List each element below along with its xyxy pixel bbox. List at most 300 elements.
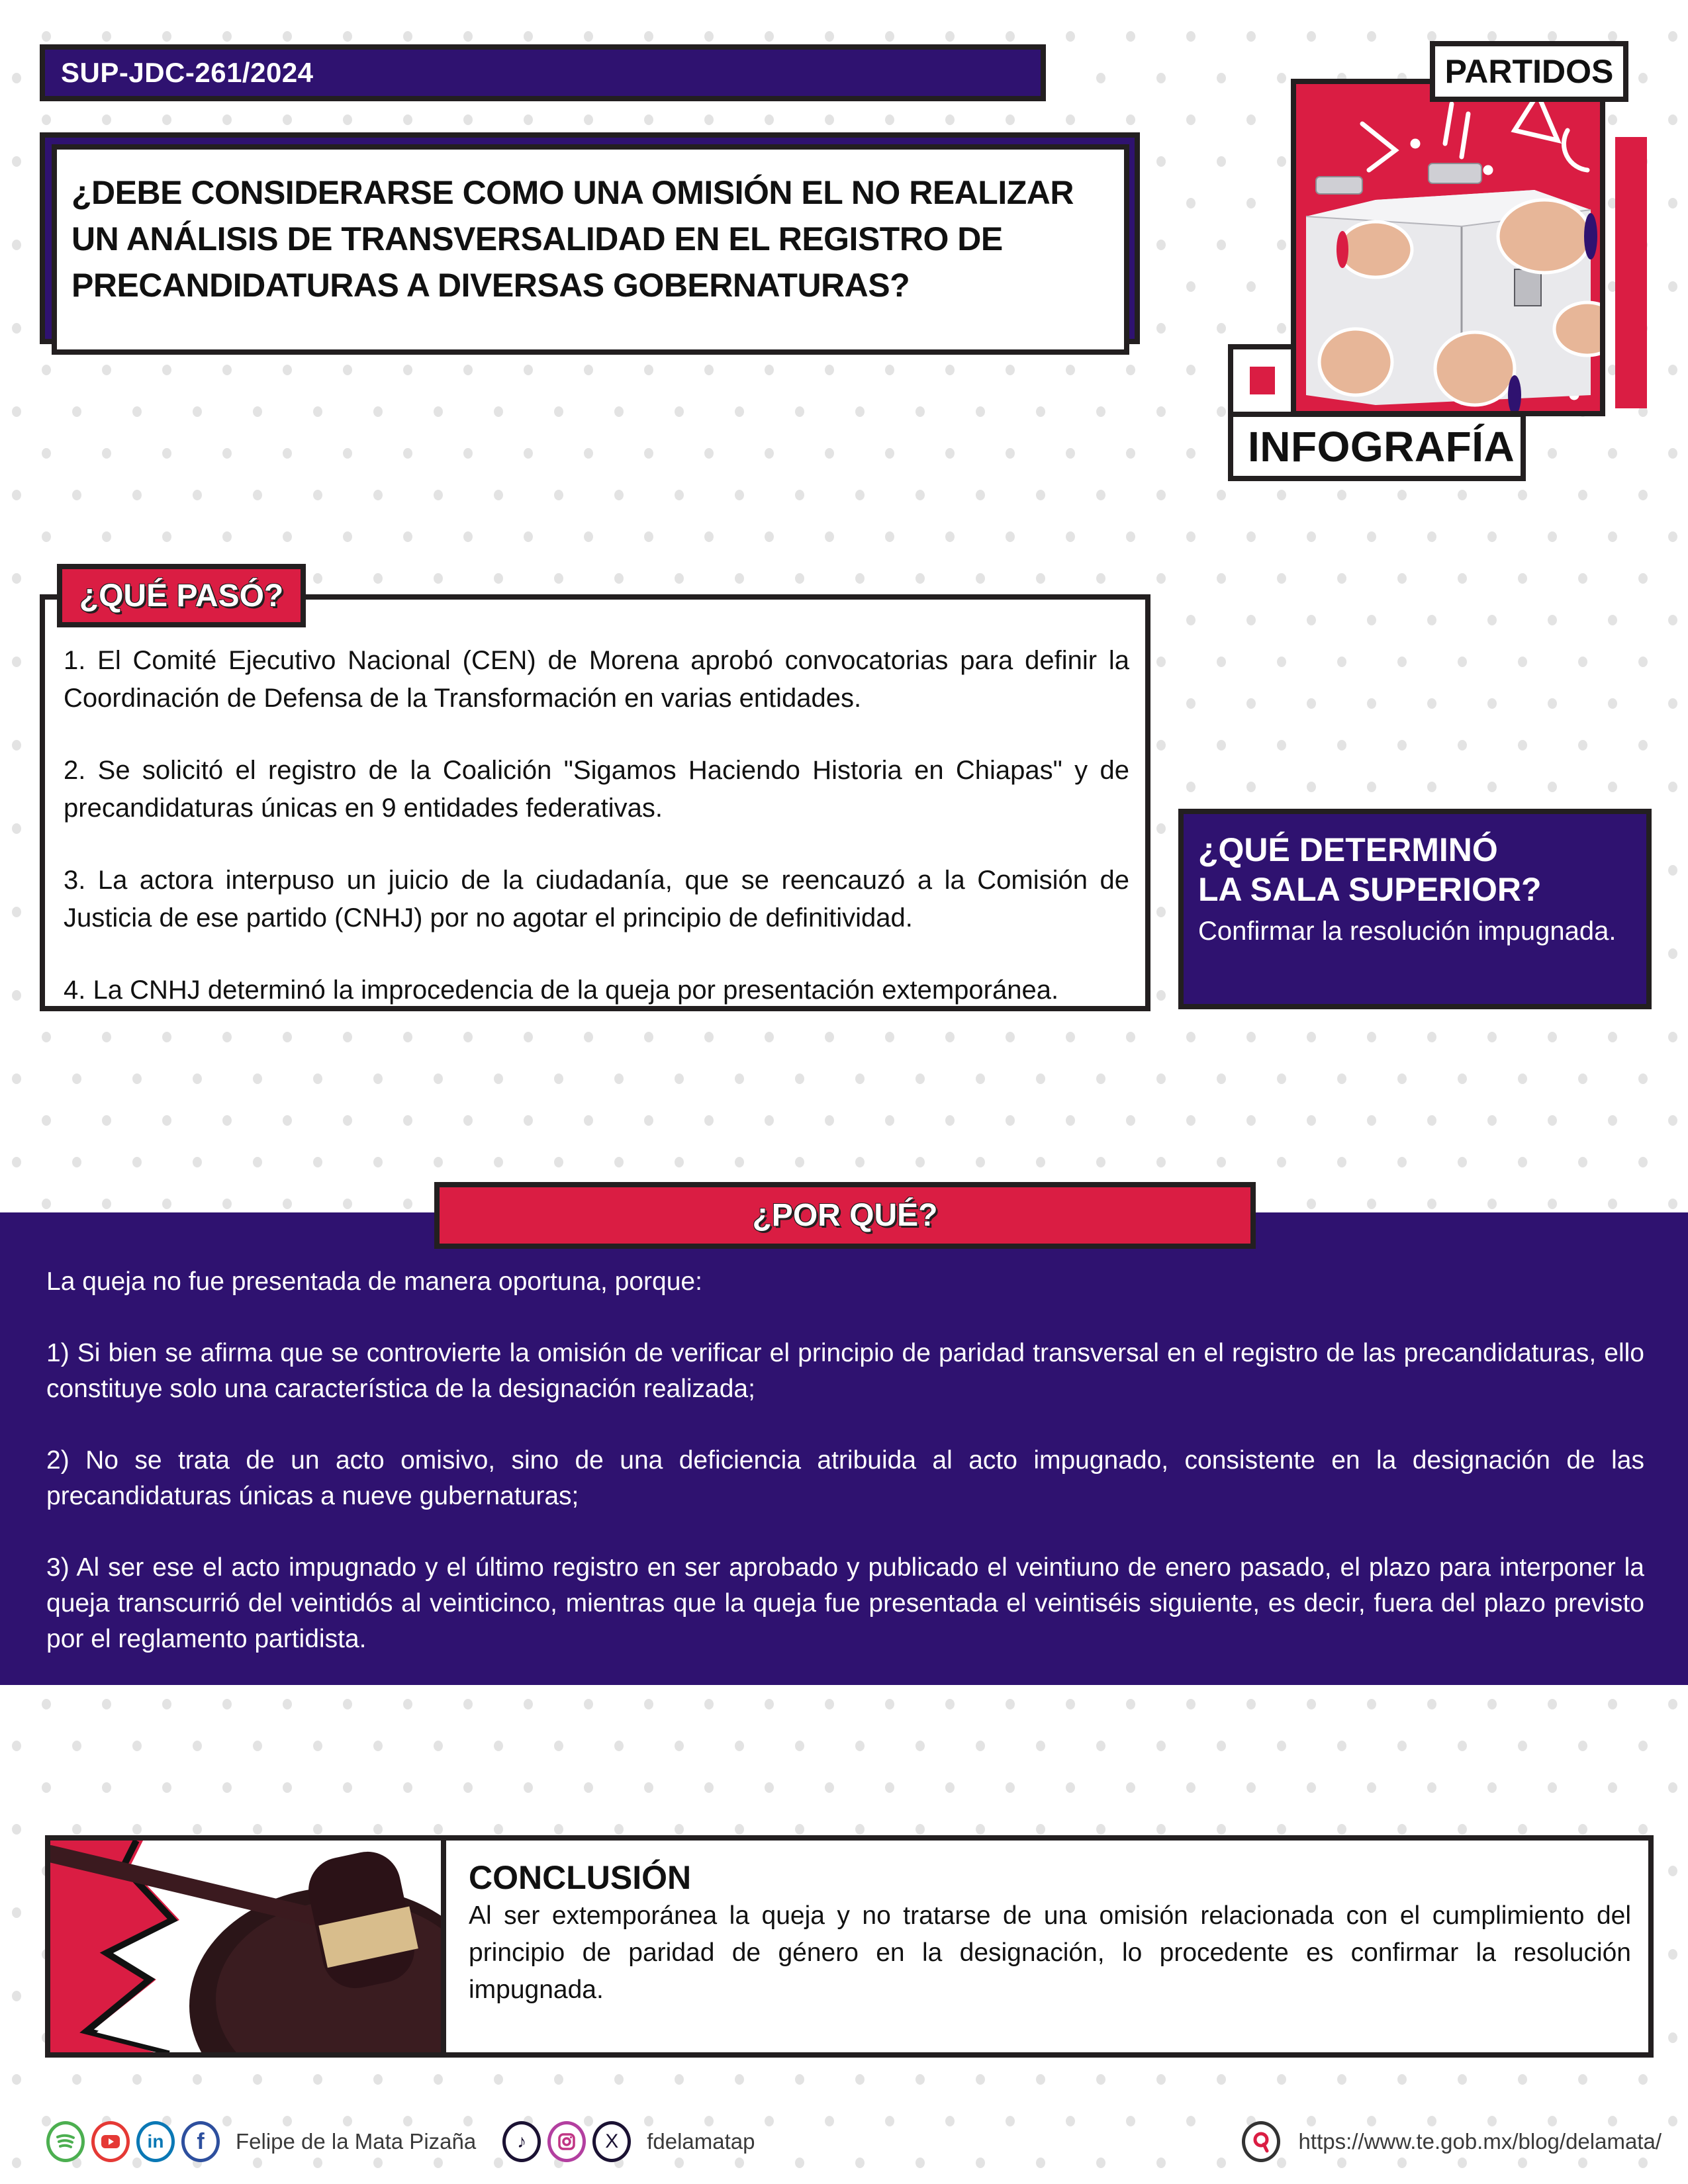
background-dot: [1487, 615, 1497, 625]
background-dot: [1307, 1782, 1316, 1793]
background-dot: [1367, 1032, 1376, 1042]
background-dot: [253, 406, 262, 417]
background-dot: [102, 1115, 111, 1126]
background-dot: [1548, 31, 1557, 42]
background-dot: [72, 1741, 81, 1751]
background-dot: [403, 1699, 412, 1709]
background-dot: [1668, 281, 1677, 292]
background-dot: [855, 490, 865, 500]
background-dot: [343, 1032, 352, 1042]
background-dot: [1548, 1115, 1557, 1126]
background-dot: [524, 114, 533, 125]
background-dot: [976, 490, 985, 500]
background-dot: [162, 365, 171, 375]
background-dot: [1367, 1699, 1376, 1709]
background-dot: [644, 531, 653, 542]
background-dot: [1277, 657, 1286, 667]
background-dot: [885, 365, 894, 375]
background-dot: [283, 365, 292, 375]
background-dot: [614, 2074, 624, 2085]
background-dot: [162, 1199, 171, 1209]
x-icon[interactable]: X: [592, 2121, 631, 2162]
background-dot: [1367, 782, 1376, 792]
background-dot: [1066, 531, 1075, 542]
background-dot: [434, 490, 443, 500]
background-dot: [1638, 2074, 1648, 2085]
background-dot: [735, 406, 744, 417]
background-dot: [12, 740, 21, 751]
background-dot: [675, 1741, 684, 1751]
background-dot: [976, 1073, 985, 1084]
gavel-illustration: [50, 1841, 441, 2052]
background-dot: [373, 2074, 383, 2085]
background-dot: [614, 1741, 624, 1751]
background-dot: [704, 1782, 714, 1793]
search-icon[interactable]: [1242, 2121, 1280, 2162]
background-dot: [1006, 531, 1015, 542]
background-dot: [1217, 573, 1226, 584]
linkedin-icon[interactable]: in: [136, 2121, 175, 2162]
background-dot: [524, 448, 533, 459]
background-dot: [584, 1699, 593, 1709]
background-dot: [1066, 1699, 1075, 1709]
background-dot: [1397, 1073, 1407, 1084]
background-dot: [976, 1157, 985, 1167]
por-que-heading-tag: [434, 1182, 1256, 1249]
por-que-reason: 3) Al ser ese el acto impugnado y el último registro en ser aprobado y publicado el veintiuno de enero pasado, el plazo para interponer la queja transcurrió del veintidós al veinticinco, mientras que la queja fue presentada el veintiséis siguiente, es decir, fuera del plazo previsto por el reglamento partidista.: [46, 1553, 1644, 1653]
footer-handle[interactable]: fdelamatap: [647, 2129, 755, 2154]
background-dot: [675, 1824, 684, 1835]
background-dot: [1006, 114, 1015, 125]
background-dot: [945, 1782, 955, 1793]
background-dot: [1668, 1949, 1677, 1960]
background-dot: [1246, 531, 1256, 542]
background-dot: [102, 1699, 111, 1709]
background-dot: [915, 490, 925, 500]
background-dot: [1217, 73, 1226, 83]
background-dot: [12, 1073, 21, 1084]
background-dot: [1608, 1032, 1617, 1042]
background-dot: [885, 114, 894, 125]
background-dot: [584, 448, 593, 459]
background-dot: [403, 31, 412, 42]
conclusion-section: [45, 1835, 1654, 2058]
que-paso-item: 4. La CNHJ determinó la improcedencia de la queja por presentación extemporánea.: [64, 976, 1059, 1005]
background-dot: [1337, 2074, 1346, 2085]
background-dot: [825, 1699, 834, 1709]
background-dot: [614, 1073, 624, 1084]
background-dot: [1487, 1115, 1497, 1126]
background-dot: [102, 531, 111, 542]
background-dot: [1277, 2074, 1286, 2085]
background-dot: [1487, 1032, 1497, 1042]
background-dot: [584, 114, 593, 125]
instagram-icon[interactable]: [547, 2121, 586, 2162]
background-dot: [1006, 1032, 1015, 1042]
background-dot: [343, 31, 352, 42]
background-dot: [795, 1073, 804, 1084]
background-dot: [12, 2074, 21, 2085]
background-dot: [373, 1073, 383, 1084]
background-dot: [855, 1157, 865, 1167]
background-dot: [463, 114, 473, 125]
background-dot: [1668, 365, 1677, 375]
background-dot: [1668, 948, 1677, 959]
background-dot: [1126, 1699, 1135, 1709]
background-dot: [765, 448, 774, 459]
background-dot: [1066, 1032, 1075, 1042]
background-dot: [1367, 1782, 1376, 1793]
background-dot: [1277, 1157, 1286, 1167]
background-dot: [554, 406, 563, 417]
background-dot: [1036, 1073, 1045, 1084]
background-dot: [42, 365, 51, 375]
background-dot: [1638, 1824, 1648, 1835]
background-dot: [554, 1824, 563, 1835]
background-dot: [222, 31, 232, 42]
background-dot: [855, 1741, 865, 1751]
background-dot: [735, 2074, 744, 2085]
background-dot: [885, 448, 894, 459]
background-dot: [1307, 615, 1316, 625]
background-dot: [1217, 1073, 1226, 1084]
background-dot: [463, 1782, 473, 1793]
background-dot: [945, 365, 955, 375]
background-dot: [1638, 1157, 1648, 1167]
case-number-bar: [40, 44, 1046, 101]
background-dot: [494, 1824, 503, 1835]
background-dot: [1307, 1199, 1316, 1209]
background-dot: [102, 365, 111, 375]
background-dot: [825, 114, 834, 125]
background-dot: [1096, 1073, 1105, 1084]
background-dot: [1217, 2074, 1226, 2085]
background-dot: [1126, 365, 1135, 375]
background-dot: [42, 114, 51, 125]
background-dot: [1638, 490, 1648, 500]
background-dot: [1246, 615, 1256, 625]
background-dot: [915, 1741, 925, 1751]
background-dot: [1096, 2074, 1105, 2085]
background-dot: [1427, 1782, 1436, 1793]
background-dot: [1548, 1032, 1557, 1042]
background-dot: [1458, 740, 1467, 751]
background-dot: [675, 406, 684, 417]
background-dot: [283, 531, 292, 542]
background-dot: [162, 1782, 171, 1793]
background-dot: [283, 1782, 292, 1793]
background-dot: [1458, 573, 1467, 584]
background-dot: [102, 1199, 111, 1209]
que-paso-item: 2. Se solicitó el registro de la Coalición "Sigamos Haciendo Historia en Chiapas" y de precandidaturas únicas en 9 entidades federativas.: [64, 756, 1129, 823]
background-dot: [434, 1073, 443, 1084]
background-dot: [1608, 615, 1617, 625]
decorative-red-bar: [1615, 137, 1647, 408]
background-dot: [1668, 448, 1677, 459]
background-dot: [12, 240, 21, 250]
por-que-section: [0, 1212, 1688, 1685]
background-dot: [1246, 31, 1256, 42]
background-dot: [283, 31, 292, 42]
conclusion-text: Al ser extemporánea la queja y no tratarse de una omisión relacionada con el cumplimiento del principio de paridad de género en la designación, lo procedente es confirmar la resolución impugnada.: [469, 1901, 1631, 2004]
background-dot: [1458, 1741, 1467, 1751]
background-dot: [313, 1073, 322, 1084]
background-dot: [1668, 31, 1677, 42]
facebook-icon[interactable]: f: [181, 2121, 220, 2162]
background-dot: [1367, 531, 1376, 542]
background-dot: [1186, 365, 1196, 375]
background-dot: [614, 406, 624, 417]
background-dot: [1548, 531, 1557, 542]
background-dot: [1427, 531, 1436, 542]
background-dot: [1518, 2074, 1527, 2085]
background-dot: [253, 1073, 262, 1084]
type-label: INFOGRAFÍA: [1248, 422, 1515, 471]
background-dot: [1217, 1741, 1226, 1751]
background-dot: [1608, 531, 1617, 542]
background-dot: [162, 1032, 171, 1042]
background-dot: [584, 1115, 593, 1126]
spotify-icon[interactable]: [46, 2121, 85, 2162]
background-dot: [132, 406, 142, 417]
background-dot: [42, 1115, 51, 1126]
background-dot: [373, 1824, 383, 1835]
determino-heading-line1: ¿QUÉ DETERMINÓ: [1198, 831, 1498, 868]
background-dot: [825, 1032, 834, 1042]
background-dot: [283, 1199, 292, 1209]
background-dot: [373, 1741, 383, 1751]
background-dot: [373, 573, 383, 584]
background-dot: [1487, 1199, 1497, 1209]
background-dot: [1307, 31, 1316, 42]
background-dot: [1578, 1741, 1587, 1751]
background-dot: [162, 114, 171, 125]
background-dot: [1277, 740, 1286, 751]
background-dot: [1427, 31, 1436, 42]
background-dot: [313, 490, 322, 500]
determino-section: [1178, 809, 1652, 1009]
background-dot: [313, 573, 322, 584]
background-dot: [644, 1782, 653, 1793]
background-dot: [42, 448, 51, 459]
background-dot: [765, 365, 774, 375]
background-dot: [1578, 2074, 1587, 2085]
background-dot: [1427, 1699, 1436, 1709]
background-dot: [373, 406, 383, 417]
youtube-icon[interactable]: [91, 2121, 130, 2162]
background-dot: [12, 1157, 21, 1167]
background-dot: [524, 365, 533, 375]
background-dot: [1367, 698, 1376, 709]
background-dot: [1578, 1073, 1587, 1084]
tiktok-icon[interactable]: ♪: [502, 2121, 541, 2162]
background-dot: [885, 1115, 894, 1126]
background-dot: [1277, 1741, 1286, 1751]
background-dot: [1427, 1115, 1436, 1126]
background-dot: [1156, 1824, 1166, 1835]
footer-url[interactable]: https://www.te.gob.mx/blog/delamata/: [1298, 2129, 1662, 2154]
background-dot: [494, 573, 503, 584]
background-dot: [1458, 657, 1467, 667]
background-dot: [614, 1824, 624, 1835]
background-dot: [313, 1741, 322, 1751]
background-dot: [644, 114, 653, 125]
background-dot: [795, 1741, 804, 1751]
background-dot: [795, 406, 804, 417]
background-dot: [1036, 1741, 1045, 1751]
background-dot: [1638, 740, 1648, 751]
background-dot: [1066, 1115, 1075, 1126]
background-dot: [12, 490, 21, 500]
background-dot: [313, 2074, 322, 2085]
background-dot: [12, 406, 21, 417]
background-dot: [1156, 1073, 1166, 1084]
background-dot: [403, 448, 412, 459]
background-dot: [1036, 573, 1045, 584]
background-dot: [1668, 782, 1677, 792]
background-dot: [403, 1782, 412, 1793]
background-dot: [945, 1115, 955, 1126]
background-dot: [1608, 782, 1617, 792]
background-dot: [434, 1824, 443, 1835]
background-dot: [976, 1741, 985, 1751]
background-dot: [765, 531, 774, 542]
background-dot: [1458, 1824, 1467, 1835]
background-dot: [1066, 114, 1075, 125]
background-dot: [554, 1073, 563, 1084]
background-dot: [283, 114, 292, 125]
background-dot: [132, 1073, 142, 1084]
background-dot: [1518, 573, 1527, 584]
decorative-square-box: [1228, 344, 1296, 417]
background-dot: [1608, 1115, 1617, 1126]
background-dot: [915, 1073, 925, 1084]
background-dot: [72, 490, 81, 500]
background-dot: [524, 1032, 533, 1042]
background-dot: [1126, 531, 1135, 542]
background-dot: [222, 1782, 232, 1793]
background-dot: [283, 1699, 292, 1709]
background-dot: [373, 1157, 383, 1167]
background-dot: [1186, 31, 1196, 42]
background-dot: [494, 406, 503, 417]
background-dot: [1156, 406, 1166, 417]
background-dot: [222, 448, 232, 459]
background-dot: [735, 1073, 744, 1084]
background-dot: [1548, 1699, 1557, 1709]
background-dot: [222, 1115, 232, 1126]
background-dot: [463, 448, 473, 459]
background-dot: [584, 31, 593, 42]
background-dot: [1668, 198, 1677, 208]
background-dot: [102, 448, 111, 459]
background-dot: [222, 1699, 232, 1709]
background-dot: [1518, 490, 1527, 500]
background-dot: [1307, 1032, 1316, 1042]
background-dot: [765, 1782, 774, 1793]
background-dot: [12, 990, 21, 1001]
footer-name[interactable]: Felipe de la Mata Pizaña: [236, 2129, 477, 2154]
background-dot: [1307, 698, 1316, 709]
background-dot: [1337, 657, 1346, 667]
background-dot: [42, 1782, 51, 1793]
background-dot: [102, 31, 111, 42]
background-dot: [193, 1157, 202, 1167]
background-dot: [1397, 740, 1407, 751]
background-dot: [1578, 1157, 1587, 1167]
conclusion-heading: CONCLUSIÓN: [469, 1859, 692, 1896]
background-dot: [463, 531, 473, 542]
background-dot: [675, 490, 684, 500]
background-dot: [644, 365, 653, 375]
background-dot: [1096, 490, 1105, 500]
background-dot: [1156, 990, 1166, 1001]
background-dot: [1096, 573, 1105, 584]
background-dot: [1427, 615, 1436, 625]
type-label-box: [1228, 412, 1526, 481]
background-dot: [765, 1115, 774, 1126]
background-dot: [193, 490, 202, 500]
background-dot: [614, 490, 624, 500]
background-dot: [1427, 782, 1436, 792]
background-dot: [132, 490, 142, 500]
background-dot: [42, 1199, 51, 1209]
background-dot: [945, 531, 955, 542]
background-dot: [1458, 2074, 1467, 2085]
category-label: PARTIDOS: [1444, 53, 1614, 90]
background-dot: [1156, 490, 1166, 500]
background-dot: [434, 2074, 443, 2085]
background-dot: [855, 2074, 865, 2085]
background-dot: [524, 31, 533, 42]
background-dot: [945, 1032, 955, 1042]
background-dot: [1337, 490, 1346, 500]
background-dot: [1427, 1032, 1436, 1042]
background-dot: [12, 657, 21, 667]
background-dot: [1487, 31, 1497, 42]
background-dot: [1156, 2074, 1166, 2085]
background-dot: [765, 1699, 774, 1709]
background-dot: [1096, 1824, 1105, 1835]
background-dot: [1277, 1073, 1286, 1084]
background-dot: [12, 1824, 21, 1835]
background-dot: [885, 1699, 894, 1709]
background-dot: [193, 1824, 202, 1835]
background-dot: [1397, 1824, 1407, 1835]
background-dot: [1487, 1699, 1497, 1709]
background-dot: [765, 31, 774, 42]
background-dot: [1608, 31, 1617, 42]
background-dot: [222, 1199, 232, 1209]
background-dot: [765, 114, 774, 125]
background-dot: [463, 1699, 473, 1709]
background-dot: [283, 448, 292, 459]
background-dot: [403, 365, 412, 375]
background-dot: [704, 114, 714, 125]
background-dot: [1518, 1824, 1527, 1835]
background-dot: [1668, 1699, 1677, 1709]
background-dot: [1006, 1782, 1015, 1793]
background-dot: [1337, 1741, 1346, 1751]
background-dot: [12, 823, 21, 834]
background-dot: [1367, 1199, 1376, 1209]
background-dot: [855, 573, 865, 584]
background-dot: [1367, 1115, 1376, 1126]
background-dot: [12, 73, 21, 83]
background-dot: [12, 573, 21, 584]
background-dot: [1186, 1032, 1196, 1042]
background-dot: [1518, 1073, 1527, 1084]
